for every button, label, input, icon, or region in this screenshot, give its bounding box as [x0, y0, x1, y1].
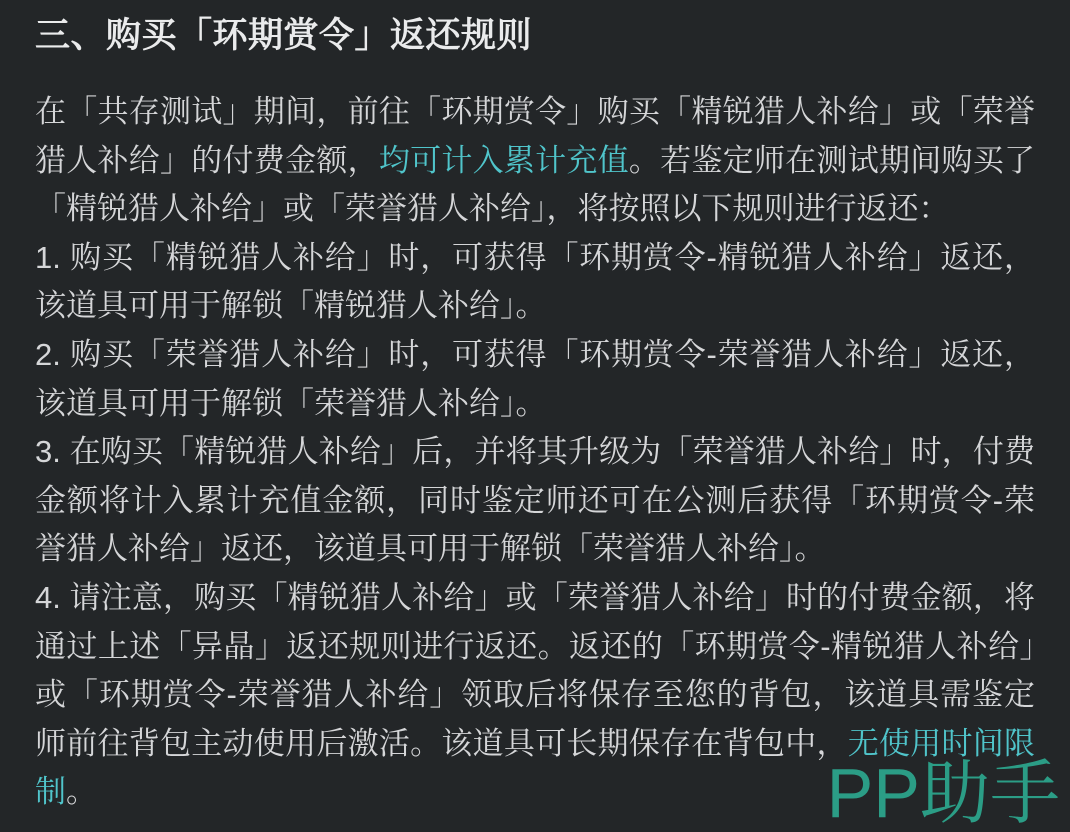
body-segment: 1. 购买「精锐猎人补给」时，可获得「环期赏令-精锐猎人补给」返还，该道具可用于解锁「精锐猎人补给」。	[35, 239, 1035, 324]
body-segment: 4. 请注意，购买「精锐猎人补给」或「荣誉猎人补给」时的付费金额，将通过上述「异晶」返还规则进行返还。返还的「环期赏令-精锐猎人补给」或「环期赏令-荣誉猎人补给」领取后将保存至您的背包，该道具需鉴定师前往背包主动使用后激活。该道具可长期保存在背包中，	[35, 579, 1035, 761]
watermark: PP助手	[826, 754, 1060, 832]
highlight-text: 均可计入累计充值	[378, 142, 629, 178]
body-segment: 在「共存测试」期间，前往「环期赏令」购买「精锐猎人补给」或「荣誉猎人补给」的付费金额，	[35, 94, 1035, 178]
body-segment: 。若鉴定师在测试期间购买了「精锐猎人补给」或「荣誉猎人补给」，将按照以下规则进行返还：	[35, 142, 1036, 227]
paragraph	[35, 88, 1035, 234]
paragraph	[35, 428, 1035, 574]
paragraph	[35, 234, 1035, 331]
paragraph	[35, 574, 1035, 817]
page-title: 三、购买「环期赏令」返还规则	[35, 16, 533, 55]
body-segment: 。	[66, 774, 97, 810]
body-text	[35, 88, 1035, 817]
body-segment: 2. 购买「荣誉猎人补给」时，可获得「环期赏令-荣誉猎人补给」返还，该道具可用于解锁「荣誉猎人补给」。	[35, 336, 1035, 421]
paragraph	[35, 331, 1035, 428]
highlight-text: 无使用时间限制	[35, 725, 1036, 810]
body-segment: 3. 在购买「精锐猎人补给」后，并将其升级为「荣誉猎人补给」时，付费金额将计入累计充值金额，同时鉴定师还可在公测后获得「环期赏令-荣誉猎人补给」返还，该道具可用于解锁「荣誉猎人补给」。	[35, 434, 1035, 567]
